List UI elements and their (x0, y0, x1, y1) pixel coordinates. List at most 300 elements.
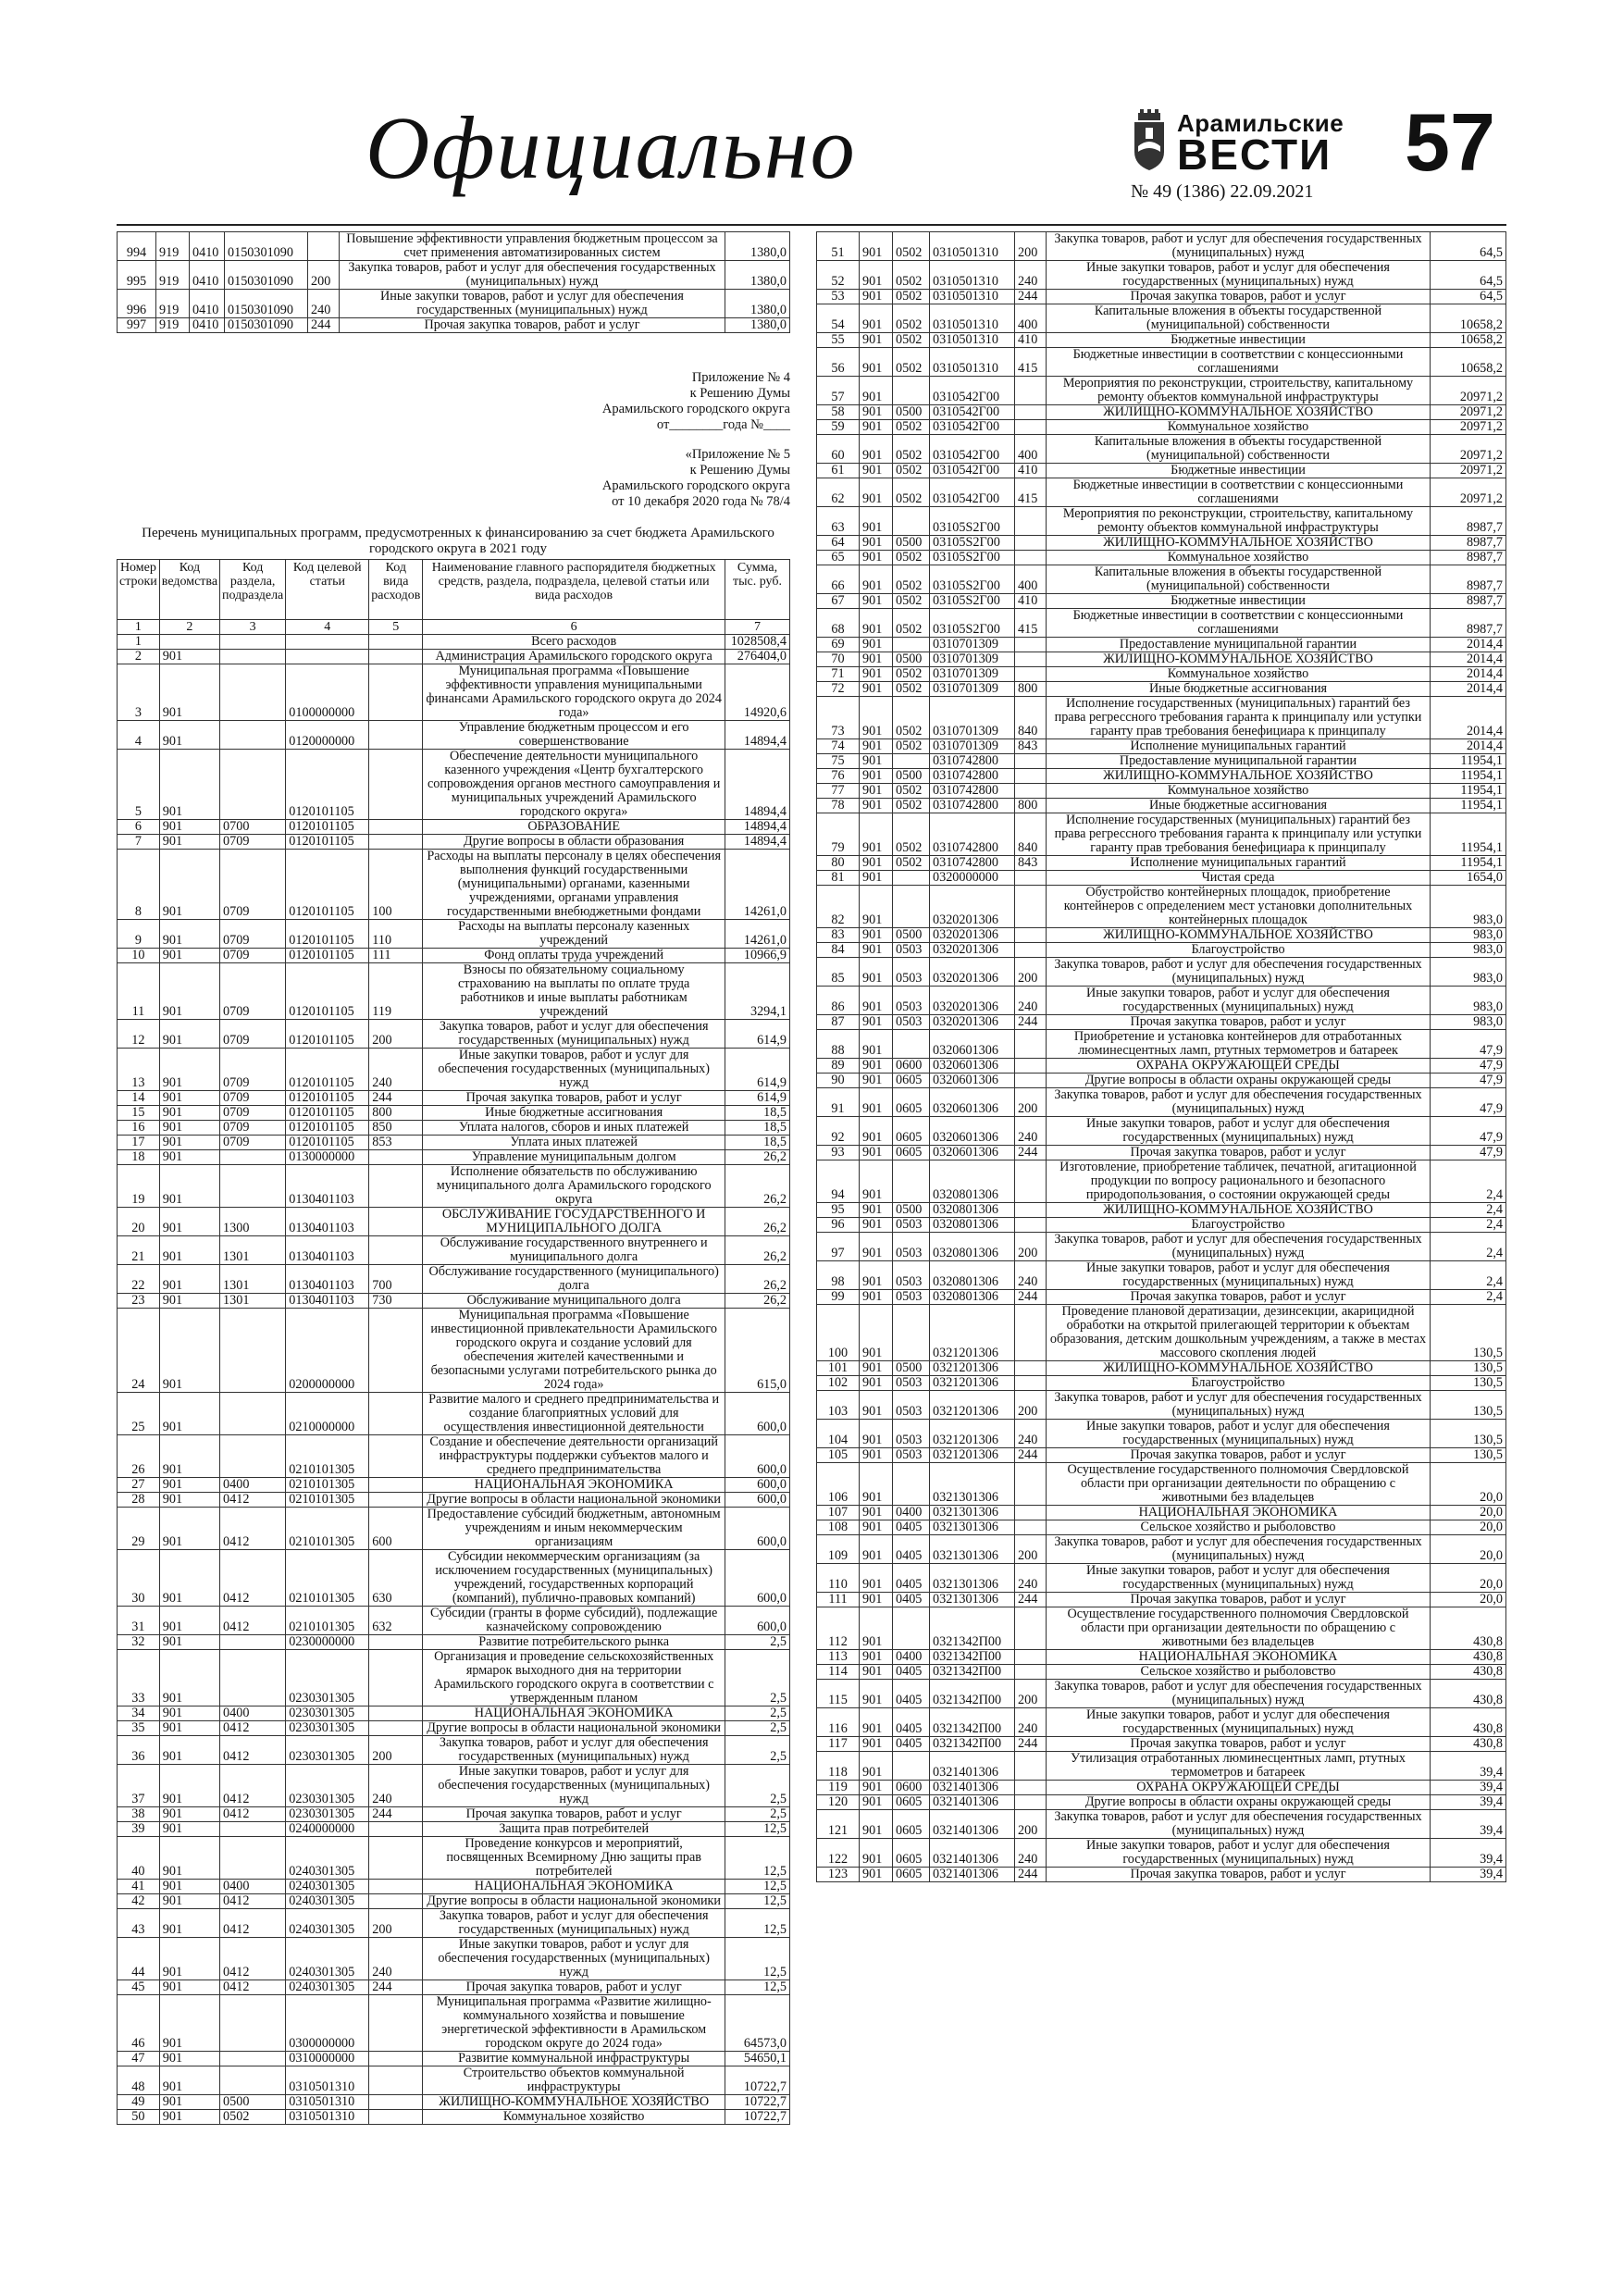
dept-code: 901 (860, 1535, 893, 1564)
expense-type: 244 (369, 1091, 423, 1106)
section-code (220, 750, 286, 820)
row-number: 57 (817, 377, 860, 405)
target-code: 0120101105 (286, 1049, 369, 1091)
section-code: 0709 (220, 835, 286, 850)
expense-type: 200 (1015, 958, 1047, 987)
expense-type (1015, 886, 1047, 928)
expense-type (1015, 1030, 1047, 1059)
row-amount: 20,0 (1431, 1506, 1506, 1520)
section-code: 0709 (220, 1136, 286, 1150)
row-name: НАЦИОНАЛЬНАЯ ЭКОНОМИКА (1047, 1650, 1431, 1665)
table-row (118, 1635, 790, 1650)
row-amount: 47,9 (1431, 1074, 1506, 1088)
dept-code: 901 (159, 1236, 219, 1265)
dept-code: 901 (159, 2095, 219, 2110)
dept-code: 901 (860, 1665, 893, 1680)
table-row (817, 1665, 1506, 1680)
target-code: 0120101105 (286, 1106, 369, 1121)
row-name: Приобретение и установка контейнеров для отработанных люминесцентных ламп, ртутных термометров и батареек (1047, 1030, 1431, 1059)
dept-code: 901 (159, 2066, 219, 2095)
row-name: Иные закупки товаров, работ и услуг для обеспечения государственных (муниципальных) нужд (423, 1049, 725, 1091)
row-amount: 614,9 (725, 1091, 790, 1106)
expense-type: 200 (1015, 1233, 1047, 1261)
section-code: 0405 (893, 1593, 930, 1607)
row-amount: 11954,1 (1431, 813, 1506, 856)
table-row (817, 551, 1506, 565)
dept-code: 901 (159, 1493, 219, 1508)
target-code: 0321201306 (930, 1361, 1015, 1376)
section-code: 0502 (893, 478, 930, 507)
row-name: ЖИЛИЩНО-КОММУНАЛЬНОЕ ХОЗЯЙСТВО (1047, 405, 1431, 420)
target-code: 0310000000 (286, 2052, 369, 2066)
row-amount: 12,5 (725, 1880, 790, 1894)
dept-code: 901 (159, 1106, 219, 1121)
target-code: 0310542Г00 (930, 478, 1015, 507)
table-row (118, 1894, 790, 1909)
expense-type (1015, 943, 1047, 958)
row-number: 88 (817, 1030, 860, 1059)
crest-icon (1129, 109, 1170, 172)
row-name: Мероприятия по реконструкции, строительству, капитальному ремонту объектов коммунальной инфраструктуры (1047, 377, 1431, 405)
row-amount: 11954,1 (1431, 754, 1506, 769)
section-code: 0412 (220, 1736, 286, 1765)
section-code: 0500 (220, 2095, 286, 2110)
table-row (118, 1121, 790, 1136)
target-code: 0310501310 (286, 2110, 369, 2125)
appendix-5-line: к Решению Думы (689, 463, 790, 478)
section-code: 0605 (893, 1795, 930, 1810)
expense-type (1015, 377, 1047, 405)
row-number: 29 (118, 1508, 160, 1550)
row-amount: 983,0 (1431, 1015, 1506, 1030)
target-code: 0210101305 (286, 1550, 369, 1607)
row-number: 97 (817, 1233, 860, 1261)
row-number: 59 (817, 420, 860, 435)
row-name: Администрация Арамильского городского округа (423, 650, 725, 664)
expense-type (1015, 1305, 1047, 1361)
table-row (118, 1265, 790, 1294)
target-code: 0321201306 (930, 1305, 1015, 1361)
expense-type: 244 (1015, 290, 1047, 304)
table-row (817, 1160, 1506, 1203)
row-amount: 47,9 (1431, 1117, 1506, 1146)
table-row (118, 750, 790, 820)
target-code: 03105S2Г00 (930, 565, 1015, 594)
row-name: Закупка товаров, работ и услуг для обеспечения государственных (муниципальных) нужд (423, 1909, 725, 1938)
target-code: 0230301305 (286, 1650, 369, 1706)
row-number: 77 (817, 784, 860, 799)
expense-type: 400 (1015, 435, 1047, 464)
row-number: 16 (118, 1121, 160, 1136)
expense-type (1015, 784, 1047, 799)
table-row (817, 1520, 1506, 1535)
expense-type: 853 (369, 1136, 423, 1150)
section-code: 0600 (893, 1781, 930, 1795)
target-code: 0130401103 (286, 1265, 369, 1294)
row-name: Иные закупки товаров, работ и услуг для обеспечения государственных (муниципальных) нужд (1047, 1839, 1431, 1868)
expense-type (1015, 754, 1047, 769)
row-number: 49 (118, 2095, 160, 2110)
row-amount: 39,4 (1431, 1839, 1506, 1868)
dept-code: 901 (860, 304, 893, 333)
row-number: 93 (817, 1146, 860, 1160)
row-amount: 2,5 (725, 1736, 790, 1765)
row-amount: 14894,4 (725, 820, 790, 835)
table-row (817, 769, 1506, 784)
dept-code: 901 (860, 609, 893, 638)
dept-code: 901 (159, 664, 219, 721)
row-name: Закупка товаров, работ и услуг для обеспечения государственных (муниципальных) нужд (423, 1736, 725, 1765)
target-code: 0321401306 (930, 1810, 1015, 1839)
dept-code: 901 (159, 1150, 219, 1165)
dept-code: 919 (156, 290, 190, 318)
section-code: 0502 (893, 261, 930, 290)
table-row (817, 1752, 1506, 1781)
table-row (817, 1607, 1506, 1650)
section-code: 0605 (893, 1810, 930, 1839)
row-number: 95 (817, 1203, 860, 1218)
row-number: 20 (118, 1208, 160, 1236)
target-code: 0310701309 (930, 667, 1015, 682)
row-name: Закупка товаров, работ и услуг для обеспечения государственных (муниципальных) нужд (1047, 232, 1431, 261)
target-code: 0300000000 (286, 1995, 369, 2052)
expense-type (1015, 1463, 1047, 1506)
table-row (817, 1448, 1506, 1463)
section-code: 0503 (893, 1448, 930, 1463)
row-amount: 47,9 (1431, 1146, 1506, 1160)
section-code (893, 1030, 930, 1059)
dept-code: 901 (860, 1650, 893, 1665)
table-row (817, 652, 1506, 667)
row-name: Предоставление муниципальной гарантии (1047, 754, 1431, 769)
expense-type (369, 1837, 423, 1880)
table-row (817, 1203, 1506, 1218)
row-amount: 983,0 (1431, 886, 1506, 928)
row-amount: 26,2 (725, 1236, 790, 1265)
expense-type: 244 (369, 1807, 423, 1822)
row-number: 3 (118, 664, 160, 721)
row-number: 45 (118, 1980, 160, 1995)
section-code: 0405 (893, 1680, 930, 1708)
row-amount: 430,8 (1431, 1665, 1506, 1680)
row-amount: 130,5 (1431, 1376, 1506, 1391)
dept-code: 901 (159, 1294, 219, 1309)
target-code: 0120101105 (286, 949, 369, 963)
dept-code: 901 (860, 1420, 893, 1448)
target-code: 0310501310 (930, 333, 1015, 348)
target-code: 0310542Г00 (930, 464, 1015, 478)
section-code (220, 1165, 286, 1208)
dept-code: 901 (159, 750, 219, 820)
target-code: 0310742800 (930, 813, 1015, 856)
row-name: Прочая закупка товаров, работ и услуг (1047, 1593, 1431, 1607)
dept-code: 901 (860, 1117, 893, 1146)
column-number: 6 (423, 620, 725, 635)
target-code: 0130401103 (286, 1236, 369, 1265)
row-amount: 14894,4 (725, 721, 790, 750)
logo-line1: Арамильские (1177, 109, 1344, 137)
table-row (817, 609, 1506, 638)
target-code: 0321201306 (930, 1376, 1015, 1391)
row-name: Сельское хозяйство и рыболовство (1047, 1520, 1431, 1535)
target-code: 0321201306 (930, 1391, 1015, 1420)
row-amount: 8987,7 (1431, 594, 1506, 609)
expense-type (369, 1435, 423, 1478)
row-amount: 20,0 (1431, 1463, 1506, 1506)
target-code: 0310542Г00 (930, 377, 1015, 405)
table-row (817, 813, 1506, 856)
row-name: Другие вопросы в области национальной экономики (423, 1721, 725, 1736)
row-name: Капитальные вложения в объекты государственной (муниципальной) собственности (1047, 565, 1431, 594)
dept-code: 901 (860, 1506, 893, 1520)
row-amount: 130,5 (1431, 1391, 1506, 1420)
table-row (118, 650, 790, 664)
section-code (220, 2066, 286, 2095)
row-name: Другие вопросы в области национальной экономики (423, 1493, 725, 1508)
expense-type (369, 1493, 423, 1508)
row-name: Муниципальная программа «Повышение эффективности управления муниципальными финансами Арамильского городского округа до 2024 года» (423, 664, 725, 721)
row-number: 112 (817, 1607, 860, 1650)
dept-code: 901 (860, 886, 893, 928)
dept-code: 901 (159, 1880, 219, 1894)
dept-code: 901 (860, 1059, 893, 1074)
expense-type: 800 (1015, 799, 1047, 813)
dept-code: 901 (159, 1265, 219, 1294)
row-name: Муниципальная программа «Повышение инвестиционной привлекательности Арамильского городского округа и создание условий для обеспечения жителей качественными и безопасными услугами потребительского рынка до 2024 года» (423, 1309, 725, 1393)
dept-code: 901 (860, 769, 893, 784)
table-row (817, 799, 1506, 813)
expense-type: 240 (1015, 1420, 1047, 1448)
section-code: 0412 (220, 1894, 286, 1909)
table-row (118, 1493, 790, 1508)
section-code: 0412 (220, 1607, 286, 1635)
table-row (817, 638, 1506, 652)
column-number: 3 (220, 620, 286, 635)
section-code: 0405 (893, 1708, 930, 1737)
table-row (817, 1781, 1506, 1795)
dept-code: 901 (159, 1136, 219, 1150)
row-number: 53 (817, 290, 860, 304)
target-code: 03105S2Г00 (930, 551, 1015, 565)
table-row (817, 232, 1506, 261)
expense-type (369, 664, 423, 721)
expense-type (369, 835, 423, 850)
table-row (118, 1508, 790, 1550)
section-code: 0400 (893, 1506, 930, 1520)
dept-code: 901 (159, 721, 219, 750)
table-row (118, 920, 790, 949)
target-code: 0321342П00 (930, 1680, 1015, 1708)
expense-type (1015, 551, 1047, 565)
table-row (817, 1535, 1506, 1564)
row-amount: 12,5 (725, 1980, 790, 1995)
row-name: Исполнение государственных (муниципальных) гарантий без права регрессного требования гаранта к принципалу или уступки гаранту прав требования бенефициара к принципалу (1047, 813, 1431, 856)
row-name: Иные закупки товаров, работ и услуг для обеспечения государственных (муниципальных) нужд (1047, 1564, 1431, 1593)
table-row (817, 1376, 1506, 1391)
row-number: 98 (817, 1261, 860, 1290)
row-amount: 10722,7 (725, 2066, 790, 2095)
table-row (118, 1807, 790, 1822)
table-row (817, 958, 1506, 987)
row-name: Иные закупки товаров, работ и услуг для обеспечения государственных (муниципальных) нужд (1047, 261, 1431, 290)
target-code: 0320801306 (930, 1233, 1015, 1261)
row-number: 50 (118, 2110, 160, 2125)
table-row (118, 1106, 790, 1121)
target-code: 0230301305 (286, 1736, 369, 1765)
section-code: 0503 (893, 1261, 930, 1290)
table-row (817, 1074, 1506, 1088)
expense-type: 843 (1015, 856, 1047, 871)
column-header: Код вида расходов (369, 560, 423, 620)
row-amount: 11954,1 (1431, 856, 1506, 871)
row-number: 65 (817, 551, 860, 565)
table-row (118, 1020, 790, 1049)
row-name: Развитие коммунальной инфраструктуры (423, 2052, 725, 2066)
dept-code: 901 (860, 667, 893, 682)
row-name: Иные бюджетные ассигнования (1047, 682, 1431, 697)
target-code: 0321401306 (930, 1752, 1015, 1781)
row-amount: 130,5 (1431, 1361, 1506, 1376)
section-code: 0400 (893, 1650, 930, 1665)
logo-line2: ВЕСТИ (1177, 130, 1332, 179)
row-amount: 2,5 (725, 1635, 790, 1650)
row-amount: 430,8 (1431, 1708, 1506, 1737)
target-code: 0150301090 (225, 261, 308, 290)
row-amount: 20,0 (1431, 1564, 1506, 1593)
expense-type: 244 (1015, 1290, 1047, 1305)
table-row (118, 1136, 790, 1150)
section-code: 0502 (893, 464, 930, 478)
row-name: Закупка товаров, работ и услуг для обеспечения государственных (муниципальных) нужд (423, 1020, 725, 1049)
target-code: 0210101305 (286, 1508, 369, 1550)
target-code: 0230301305 (286, 1807, 369, 1822)
row-amount: 10966,9 (725, 949, 790, 963)
expense-type (1015, 1203, 1047, 1218)
row-number: 46 (118, 1995, 160, 2052)
row-number: 105 (817, 1448, 860, 1463)
table-row (817, 1506, 1506, 1520)
row-amount: 983,0 (1431, 987, 1506, 1015)
row-name: Закупка товаров, работ и услуг для обеспечения государственных (муниципальных) нужд (1047, 1088, 1431, 1117)
target-code: 0321301306 (930, 1593, 1015, 1607)
row-name: НАЦИОНАЛЬНАЯ ЭКОНОМИКА (423, 1706, 725, 1721)
expense-type (369, 1880, 423, 1894)
dept-code: 901 (159, 949, 219, 963)
expense-type (1015, 1218, 1047, 1233)
section-code: 0709 (220, 963, 286, 1020)
section-code: 0709 (220, 920, 286, 949)
column-header: Сумма, тыс. руб. (725, 560, 790, 620)
row-name: Иные бюджетные ассигнования (1047, 799, 1431, 813)
dept-code: 901 (159, 1894, 219, 1909)
row-amount: 2,5 (725, 1807, 790, 1822)
row-name: Субсидии некоммерческим организациям (за исключением государственных (муниципальных) учреждений, государственных корпораций (компаний), публично-правовых компаний) (423, 1550, 725, 1607)
table-row (118, 1822, 790, 1837)
dept-code: 901 (860, 1218, 893, 1233)
column-header: Код целевой статьи (286, 560, 369, 620)
expense-type: 240 (1015, 1839, 1047, 1868)
target-code: 0310501310 (286, 2095, 369, 2110)
expense-type: 240 (1015, 987, 1047, 1015)
dept-code: 901 (159, 650, 219, 664)
row-number: 38 (118, 1807, 160, 1822)
target-code (286, 650, 369, 664)
target-code: 0320601306 (930, 1030, 1015, 1059)
dept-code: 901 (860, 1448, 893, 1463)
row-number: 39 (118, 1822, 160, 1837)
row-number: 71 (817, 667, 860, 682)
section-code: 0502 (893, 348, 930, 377)
target-code: 0120101105 (286, 920, 369, 949)
row-amount: 64,5 (1431, 290, 1506, 304)
row-name: НАЦИОНАЛЬНАЯ ЭКОНОМИКА (423, 1880, 725, 1894)
row-name: Прочая закупка товаров, работ и услуг (1047, 1448, 1431, 1463)
expense-type: 400 (1015, 304, 1047, 333)
section-code (220, 1393, 286, 1435)
row-name: Прочая закупка товаров, работ и услуг (1047, 1737, 1431, 1752)
table-row (118, 1607, 790, 1635)
dept-code: 901 (860, 290, 893, 304)
row-amount: 18,5 (725, 1121, 790, 1136)
section-code: 0412 (220, 1508, 286, 1550)
expense-type: 244 (369, 1980, 423, 1995)
row-number: 11 (118, 963, 160, 1020)
row-name: Иные закупки товаров, работ и услуг для обеспечения государственных (муниципальных) нужд (1047, 1261, 1431, 1290)
row-number: 106 (817, 1463, 860, 1506)
dept-code: 901 (860, 1839, 893, 1868)
table-row (817, 1708, 1506, 1737)
dept-code: 901 (860, 652, 893, 667)
target-code: 0321342П00 (930, 1650, 1015, 1665)
section-code: 0605 (893, 1868, 930, 1882)
expense-type: 110 (369, 920, 423, 949)
section-code: 0500 (893, 1361, 930, 1376)
section-code: 0502 (893, 565, 930, 594)
section-code: 1300 (220, 1208, 286, 1236)
section-code (893, 1752, 930, 1781)
row-name: Иные закупки товаров, работ и услуг для обеспечения государственных (муниципальных) нужд (423, 1765, 725, 1807)
dept-code: 901 (159, 1550, 219, 1607)
section-code: 0502 (220, 2110, 286, 2125)
section-code (220, 1995, 286, 2052)
row-amount: 54650,1 (725, 2052, 790, 2066)
expense-type: 240 (1015, 1117, 1047, 1146)
row-amount: 20,0 (1431, 1535, 1506, 1564)
table-row (817, 1290, 1506, 1305)
target-code: 0321342П00 (930, 1737, 1015, 1752)
dept-code: 901 (159, 1822, 219, 1837)
target-code: 0230000000 (286, 1635, 369, 1650)
table-row (817, 1146, 1506, 1160)
section-code: 0412 (220, 1807, 286, 1822)
row-number: 22 (118, 1265, 160, 1294)
row-name: Закупка товаров, работ и услуг для обеспечения государственных (муниципальных) нужд (1047, 1233, 1431, 1261)
programs-table-right (816, 231, 1506, 1882)
column-number: 7 (725, 620, 790, 635)
dept-code: 901 (860, 348, 893, 377)
dept-code: 901 (159, 1909, 219, 1938)
table-row (118, 2066, 790, 2095)
expense-type (369, 1894, 423, 1909)
expense-type (369, 1478, 423, 1493)
dept-code: 901 (159, 1091, 219, 1106)
section-code (893, 1160, 930, 1203)
table-row (817, 377, 1506, 405)
section-code (893, 507, 930, 536)
table-caption: Перечень муниципальных программ, предусмотренных к финансированию за счет бюджета Арамильского городского округа в 2021 году (142, 526, 774, 556)
dept-code: 901 (159, 820, 219, 835)
dept-code: 901 (860, 856, 893, 871)
